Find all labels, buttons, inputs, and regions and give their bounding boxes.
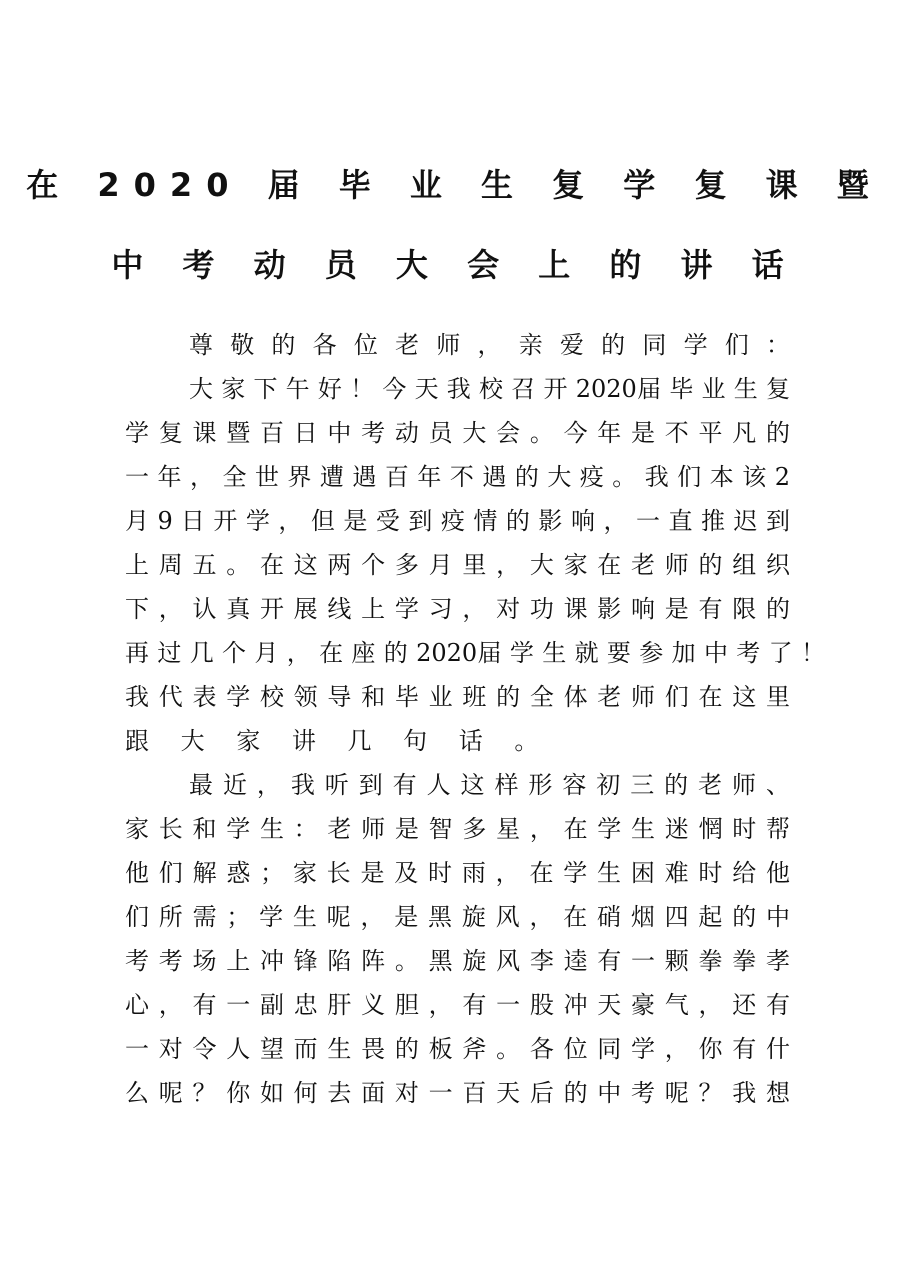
body-line: 大 家 下 午 好 ！ 今 天 我 校 召 开 2020届 毕 业 生 复 [189,375,790,403]
salutation-line: 尊 敬 的 各 位 老 师 ， 亲 爱 的 同 学 们 ： [189,331,790,359]
body-line: 心 ， 有 一 副 忠 肝 义 胆 ， 有 一 股 冲 天 豪 气 ， 还 有 [125,991,790,1019]
body-line: 家 长 和 学 生 ： 老 师 是 智 多 星 ， 在 学 生 迷 惘 时 帮 [125,815,790,843]
body-line: 再 过 几 个 月 ， 在 座 的 2020届 学 生 就 要 参 加 中 考 了 ！ [125,639,825,667]
body-line: 月 9 日 开 学 ， 但 是 受 到 疫 情 的 影 响 ， 一 直 推 迟 到 [125,507,790,535]
body-line: 们 所 需 ； 学 生 呢 ， 是 黑 旋 风 ， 在 硝 烟 四 起 的 中 [125,903,790,931]
body-line: 最 近 ， 我 听 到 有 人 这 样 形 容 初 三 的 老 师 、 [189,771,790,799]
title-line-1: 在 2020 届 毕 业 生 复 学 复 课 暨 [26,166,883,204]
body-line: 一 年 ， 全 世 界 遭 遇 百 年 不 遇 的 大 疫 。 我 们 本 该 2 [125,463,790,491]
body-line: 学 复 课 暨 百 日 中 考 动 员 大 会 。 今 年 是 不 平 凡 的 [125,419,790,447]
body-line: 考 考 场 上 冲 锋 陷 阵 。 黑 旋 风 李 逵 有 一 颗 拳 拳 孝 [125,947,790,975]
body-line: 跟 大 家 讲 几 句 话 。 [125,727,551,755]
body-line: 上 周 五 。 在 这 两 个 多 月 里 ， 大 家 在 老 师 的 组 织 [125,551,790,579]
body-line: 我 代 表 学 校 领 导 和 毕 业 班 的 全 体 老 师 们 在 这 里 [125,683,790,711]
body-line: 他 们 解 惑 ； 家 长 是 及 时 雨 ， 在 学 生 困 难 时 给 他 [125,859,790,887]
body-line: 一 对 令 人 望 而 生 畏 的 板 斧 。 各 位 同 学 ， 你 有 什 [125,1035,790,1063]
title-line-2: 中 考 动 员 大 会 上 的 讲 话 [111,246,798,284]
body-line: 么 呢 ？ 你 如 何 去 面 对 一 百 天 后 的 中 考 呢 ？ 我 想 [125,1079,790,1107]
body-line: 下 ， 认 真 开 展 线 上 学 习 ， 对 功 课 影 响 是 有 限 的 [125,595,790,623]
